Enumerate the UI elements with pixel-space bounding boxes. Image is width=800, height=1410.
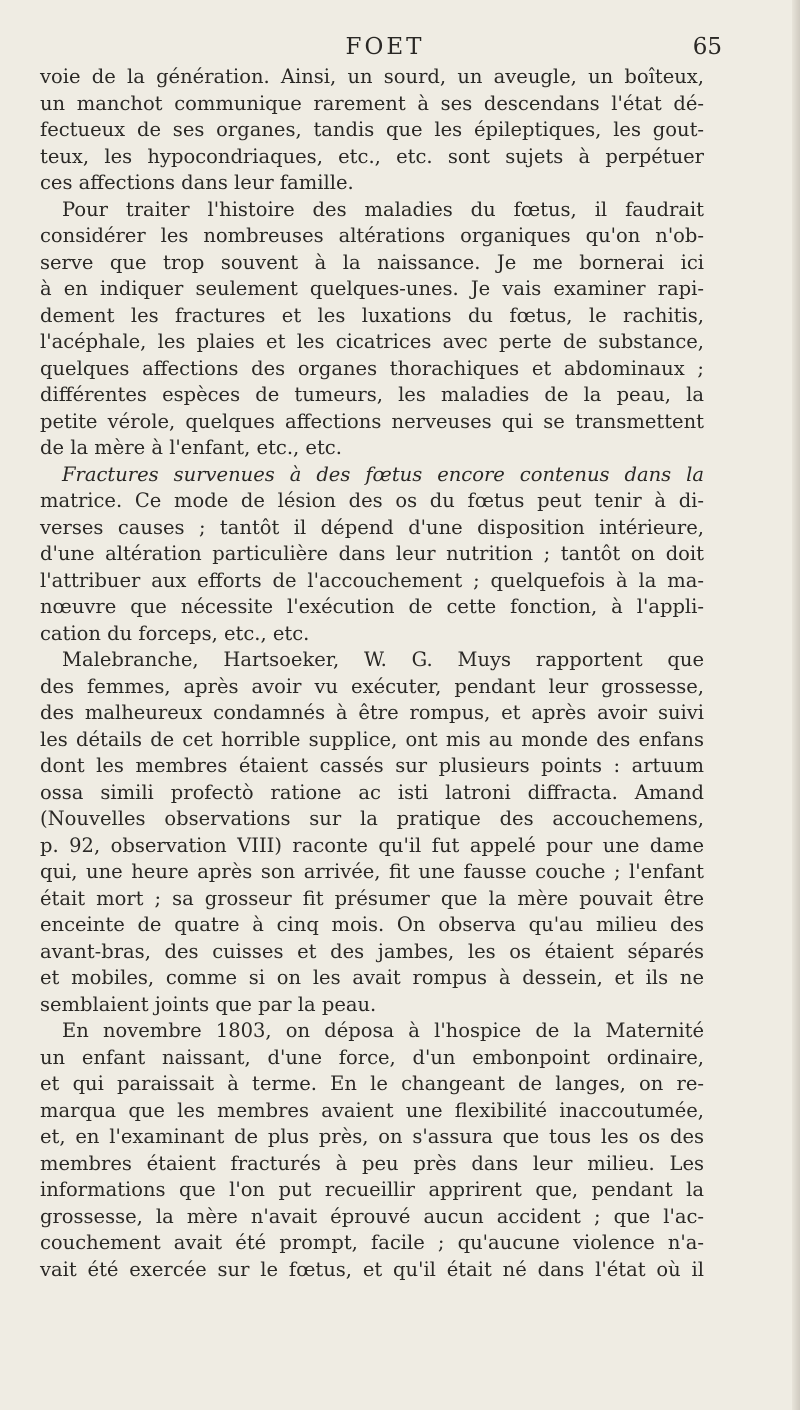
text-line: un manchot communique rarement à ses descendans l'état dé- xyxy=(40,91,704,115)
text-line: teux, les hypocondriaques, etc., etc. sont sujets à perpétuer xyxy=(40,144,704,168)
page-number: 65 xyxy=(692,34,722,60)
text-line: p. 92, observation VIII) raconte qu'il fut appelé pour une dame xyxy=(40,833,704,857)
paragraph xyxy=(40,64,704,197)
text-line: fectueux de ses organes, tandis que les épileptiques, les gout- xyxy=(40,118,704,141)
text-line: voie de la génération. Ainsi, un sourd, un aveugle, un boîteux, xyxy=(40,65,704,88)
text-line: et, en l'examinant de plus près, on s'assura que tous les os des xyxy=(40,1125,704,1148)
text-line: quelques affections des organes thorachiques et abdominaux ; xyxy=(40,356,704,380)
paragraph xyxy=(40,462,704,648)
text-line: grossesse, la mère n'avait éprouvé aucun accident ; que l'ac- xyxy=(40,1204,704,1228)
text-line: d'une altération particulière dans leur nutrition ; tantôt on doit xyxy=(40,542,704,565)
text-line: informations que l'on put recueillir apprirent que, pendant la xyxy=(40,1178,704,1201)
body-text xyxy=(40,64,704,1283)
text-line: l'acéphale, les plaies et les cicatrices avec perte de substance, xyxy=(40,330,704,353)
text-line: différentes espèces de tumeurs, les maladies de la peau, la xyxy=(40,383,704,406)
text-line: Malebranche, Hartsoeker, W. G. Muys rapportent que xyxy=(62,648,704,671)
paragraph xyxy=(40,197,704,462)
paragraph xyxy=(40,647,704,1018)
text-line: de la mère à l'enfant, etc., etc. xyxy=(40,436,342,459)
text-line: des malheureux condamnés à être rompus, et après avoir suivi xyxy=(40,701,704,724)
section-heading-line xyxy=(40,462,704,489)
text-line: cation du forceps, etc., etc. xyxy=(40,621,310,645)
text-line: considérer les nombreuses altérations organiques qu'on n'ob- xyxy=(40,224,704,247)
text-line: vait été exercée sur le fœtus, et qu'il était né dans l'état où il xyxy=(40,1257,704,1281)
latin-quote-line: ossa simili profectò ratione ac isti latroni diffracta. Amand xyxy=(40,780,704,804)
italic-text: Fractures survenues à des fœtus encore contenus dans la xyxy=(62,462,704,486)
citation-line: (Nouvelles observations sur la pratique des accouchemens, xyxy=(40,807,704,830)
text-line: était mort ; sa grosseur fit présumer que la mère pouvait être xyxy=(40,886,704,910)
text-line: semblaient joints que par la peau. xyxy=(40,992,377,1016)
text-line: En novembre 1803, on déposa à l'hospice de la Maternité xyxy=(62,1019,704,1042)
text-line: marqua que les membres avaient une flexibilité inaccoutumée, xyxy=(40,1098,704,1122)
text-line: un enfant naissant, d'une force, d'un embonpoint ordinaire, xyxy=(40,1045,704,1069)
paragraph xyxy=(40,1018,704,1283)
text-line: dont les membres étaient cassés sur plusieurs points : artuum xyxy=(40,754,704,777)
text-line: Pour traiter l'histoire des maladies du fœtus, il faudrait xyxy=(62,197,704,221)
text-line: dement les fractures et les luxations du fœtus, le rachitis, xyxy=(40,303,704,327)
text-line: l'attribuer aux efforts de l'accouchement ; quelquefois à la ma- xyxy=(40,568,704,592)
page-header xyxy=(62,34,722,66)
text-line: et mobiles, comme si on les avait rompus à dessein, et ils ne xyxy=(40,966,704,989)
text-line: matrice. Ce mode de lésion des os du fœtus peut tenir à di- xyxy=(40,489,704,512)
text-line: verses causes ; tantôt il dépend d'une disposition intérieure, xyxy=(40,515,704,539)
text-line: des femmes, après avoir vu exécuter, pendant leur grossesse, xyxy=(40,674,704,698)
running-head: FOET xyxy=(345,34,425,60)
text-line: couchement avait été prompt, facile ; qu'aucune violence n'a- xyxy=(40,1231,704,1254)
text-line: et qui paraissait à terme. En le changeant de langes, on re- xyxy=(40,1072,704,1095)
text-line: ces affections dans leur famille. xyxy=(40,171,354,194)
page-edge-shadow xyxy=(792,0,800,1410)
text-line: nœuvre que nécessite l'exécution de cette fonction, à l'appli- xyxy=(40,595,704,618)
text-line: serve que trop souvent à la naissance. Je me bornerai ici xyxy=(40,250,704,274)
text-line: avant-bras, des cuisses et des jambes, les os étaient séparés xyxy=(40,939,704,963)
text-line: membres étaient fracturés à peu près dans leur milieu. Les xyxy=(40,1151,704,1175)
text-line: qui, une heure après son arrivée, fit une fausse couche ; l'enfant xyxy=(40,860,704,883)
text-line: à en indiquer seulement quelques-unes. Je vais examiner rapi- xyxy=(40,277,704,300)
text-line: enceinte de quatre à cinq mois. On observa qu'au milieu des xyxy=(40,913,704,936)
text-line: les détails de cet horrible supplice, ont mis au monde des enfans xyxy=(40,727,704,751)
text-line: petite vérole, quelques affections nerveuses qui se transmettent xyxy=(40,409,704,433)
